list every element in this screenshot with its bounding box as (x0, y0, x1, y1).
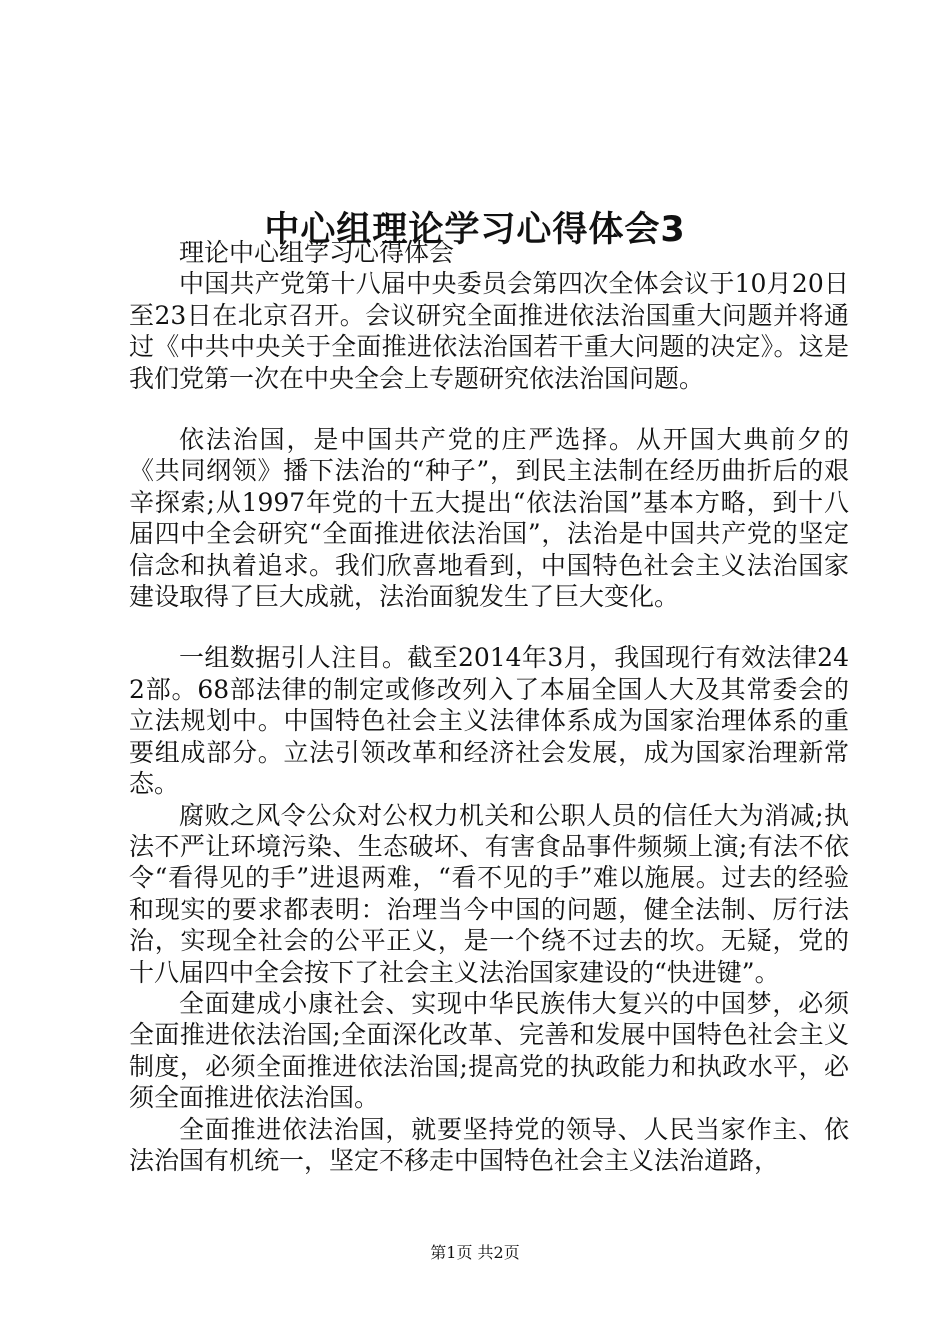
paragraph-6: 全面推进依法治国，就要坚持党的领导、人民当家作主、依法治国有机统一，坚定不移走中国特色社会主义法治道路， (129, 1114, 849, 1175)
page-footer: 第1页 共2页 (430, 1243, 520, 1262)
document-subtitle: 理论中心组学习心得体会 (179, 238, 455, 267)
paragraph-2: 依法治国，是中国共产党的庄严选择。从开国大典前夕的《共同纲领》播下法治的“种子”，到民主法制在经历曲折后的艰辛探索;从1997年党的十五大提出“依法治国”基本方略，到十八届四中全会研究“全面推进依法治国”，法治是中国共产党的坚定信念和执着追求。我们欣喜地看到，中国特色社会主义法治国家建设取得了巨大成就，法治面貌发生了巨大变化。 (129, 425, 849, 612)
document-title: 中心组理论学习心得体会3 (264, 210, 686, 251)
paragraph-4: 腐败之风令公众对公权力机关和公职人员的信任大为消减;执法不严让环境污染、生态破坏、有害食品事件频频上演;有法不依令“看得见的手”进退两难，“看不见的手”难以施展。过去的经验和现实的要求都表明：治理当今中国的问题，健全法制、厉行法治，实现全社会的公平正义，是一个绕不过去的坎。无疑，党的十八届四中全会按下了社会主义法治国家建设的“快进键”。 (129, 800, 849, 987)
paragraph-1: 中国共产党第十八届中央委员会第四次全体会议于10月20日至23日在北京召开。会议研究全面推进依法治国重大问题并将通过《中共中央关于全面推进依法治国若干重大问题的决定》。这是我们党第一次在中央全会上专题研究依法治国问题。 (129, 269, 849, 393)
paragraph-5: 全面建成小康社会、实现中华民族伟大复兴的中国梦，必须全面推进依法治国;全面深化改革、完善和发展中国特色社会主义制度，必须全面推进依法治国;提高党的执政能力和执政水平，必须全面推进依法治国。 (129, 988, 849, 1113)
document-body (129, 237, 849, 1176)
paragraph-3: 一组数据引人注目。截至2014年3月，我国现行有效法律242部。68部法律的制定或修改列入了本届全国人大及其常委会的立法规划中。中国特色社会主义法律体系成为国家治理体系的重要组成部分。立法引领改革和经济社会发展，成为国家治理新常态。 (129, 643, 849, 799)
